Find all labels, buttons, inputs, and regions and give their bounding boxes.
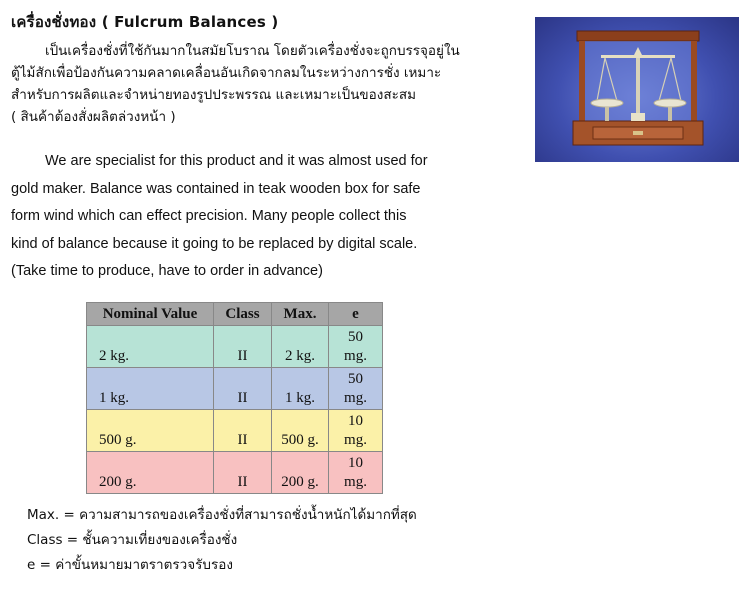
table-row bbox=[87, 368, 383, 410]
table-row bbox=[87, 326, 383, 368]
cell-class: II bbox=[214, 410, 272, 452]
cell-e-value: 50 bbox=[348, 370, 363, 387]
cell-e-unit: mg. bbox=[344, 347, 367, 364]
note-class: Class = ชั้นความเที่ยงของเครื่องชั่ง bbox=[27, 532, 238, 548]
cell-e-unit: mg. bbox=[344, 473, 367, 490]
header-class: Class bbox=[214, 303, 272, 326]
cell-nominal: 500 g. bbox=[87, 410, 214, 452]
table-header-row bbox=[87, 303, 383, 326]
english-description bbox=[11, 148, 516, 286]
cell-e-value: 50 bbox=[348, 328, 363, 345]
cell-class: II bbox=[214, 326, 272, 368]
cell-e bbox=[329, 410, 383, 452]
thai-line-2: ตู้ไม้สักเพื่อป้องกันความคลาดเคลื่อนอันเกิดจากลมในระหว่างการชั่ง เหมาะ bbox=[11, 65, 442, 81]
thai-description bbox=[11, 40, 511, 128]
legend-notes bbox=[27, 503, 417, 578]
cell-class: II bbox=[214, 368, 272, 410]
cell-e bbox=[329, 452, 383, 494]
english-line-4: kind of balance because it going to be replaced by digital scale. bbox=[11, 235, 418, 252]
cell-e-value: 10 bbox=[348, 412, 363, 429]
balance-scale-photo bbox=[535, 17, 739, 162]
cell-max: 200 g. bbox=[272, 452, 329, 494]
thai-line-4: ( สินค้าต้องสั่งผลิตล่วงหน้า ) bbox=[11, 109, 176, 125]
cell-e-unit: mg. bbox=[344, 431, 367, 448]
cell-e-unit: mg. bbox=[344, 389, 367, 406]
cell-nominal: 1 kg. bbox=[87, 368, 214, 410]
page-title: เครื่องชั่งทอง ( Fulcrum Balances ) bbox=[11, 13, 279, 31]
cell-max: 2 kg. bbox=[272, 326, 329, 368]
table-row bbox=[87, 452, 383, 494]
cell-nominal: 2 kg. bbox=[87, 326, 214, 368]
note-e: e = ค่าขั้นหมายมาตราตรวจรับรอง bbox=[27, 557, 233, 573]
header-e: e bbox=[329, 303, 383, 326]
english-line-2: gold maker. Balance was contained in teak wooden box for safe bbox=[11, 180, 421, 197]
cell-e-value: 10 bbox=[348, 454, 363, 471]
header-nominal-value: Nominal Value bbox=[87, 303, 214, 326]
cell-max: 1 kg. bbox=[272, 368, 329, 410]
note-max: Max. = ความสามารถของเครื่องชั่งที่สามารถชั่งน้ำหนักได้มากที่สุด bbox=[27, 507, 417, 523]
english-line-5: (Take time to produce, have to order in advance) bbox=[11, 263, 323, 279]
cell-e bbox=[329, 368, 383, 410]
thai-line-3: สำหรับการผลิตและจำหน่ายทองรูปประพรรณ และเหมาะเป็นของสะสม bbox=[11, 87, 416, 103]
thai-line-1: เป็นเครื่องชั่งที่ใช้กันมากในสมัยโบราณ โดยตัวเครื่องชั่งจะถูกบรรจุอยู่ใน bbox=[45, 43, 460, 59]
cell-max: 500 g. bbox=[272, 410, 329, 452]
specification-table bbox=[86, 302, 383, 494]
cell-e bbox=[329, 326, 383, 368]
english-line-1: We are specialist for this product and it was almost used for bbox=[45, 153, 428, 169]
table-row bbox=[87, 410, 383, 452]
balance-scale-icon bbox=[535, 17, 739, 162]
header-max: Max. bbox=[272, 303, 329, 326]
cell-nominal: 200 g. bbox=[87, 452, 214, 494]
english-line-3: form wind which can effect precision. Many people collect this bbox=[11, 208, 407, 224]
cell-class: II bbox=[214, 452, 272, 494]
